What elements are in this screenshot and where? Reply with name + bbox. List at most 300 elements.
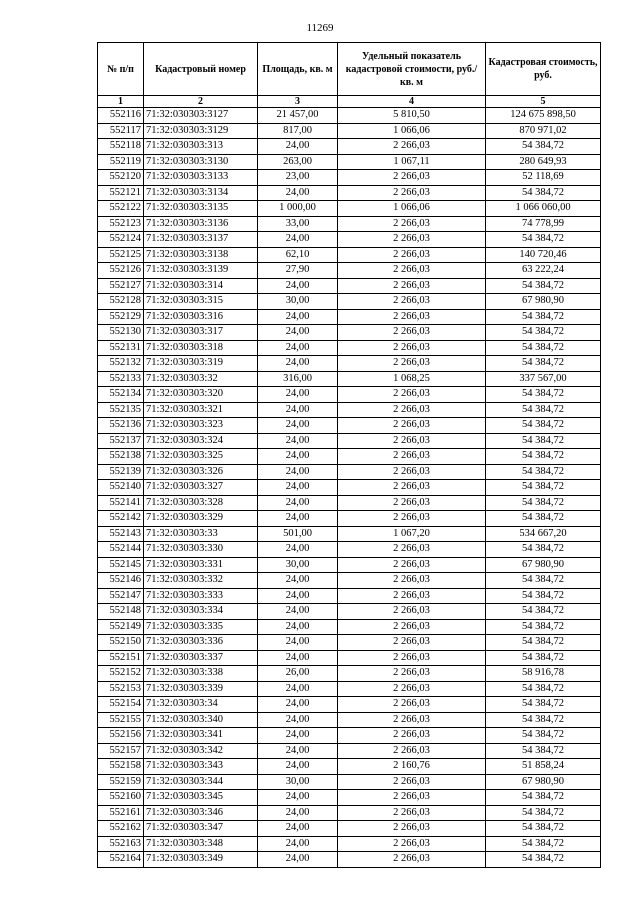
cadastral-cost-cell: 54 384,72 <box>486 402 601 418</box>
unit-value-cell: 2 266,03 <box>338 511 486 527</box>
row-index-cell: 552133 <box>98 371 144 387</box>
table-row <box>98 743 601 759</box>
row-index-cell: 552131 <box>98 340 144 356</box>
cadastral-cost-cell: 54 384,72 <box>486 573 601 589</box>
table-row <box>98 697 601 713</box>
unit-value-cell: 2 266,03 <box>338 232 486 248</box>
area-cell: 24,00 <box>258 728 338 744</box>
cadastral-number-cell: 71:32:030303:349 <box>144 852 258 868</box>
area-cell: 24,00 <box>258 185 338 201</box>
unit-value-cell: 2 266,03 <box>338 697 486 713</box>
row-index-cell: 552135 <box>98 402 144 418</box>
area-cell: 21 457,00 <box>258 108 338 124</box>
cadastral-number-cell: 71:32:030303:314 <box>144 278 258 294</box>
row-index-cell: 552129 <box>98 309 144 325</box>
unit-value-cell: 2 266,03 <box>338 650 486 666</box>
unit-value-cell: 2 266,03 <box>338 278 486 294</box>
cadastral-number-cell: 71:32:030303:345 <box>144 790 258 806</box>
row-index-cell: 552154 <box>98 697 144 713</box>
unit-value-cell: 2 266,03 <box>338 588 486 604</box>
unit-value-cell: 1 067,20 <box>338 526 486 542</box>
unit-value-cell: 2 266,03 <box>338 712 486 728</box>
cadastral-cost-cell: 534 667,20 <box>486 526 601 542</box>
table-row <box>98 123 601 139</box>
area-cell: 24,00 <box>258 650 338 666</box>
header-index: № п/п <box>98 43 144 96</box>
table-row <box>98 402 601 418</box>
table-row <box>98 728 601 744</box>
cadastral-number-cell: 71:32:030303:3133 <box>144 170 258 186</box>
cadastral-cost-cell: 54 384,72 <box>486 836 601 852</box>
cadastral-cost-cell: 54 384,72 <box>486 495 601 511</box>
table-row <box>98 511 601 527</box>
cadastral-cost-cell: 54 384,72 <box>486 635 601 651</box>
unit-value-cell: 2 160,76 <box>338 759 486 775</box>
unit-value-cell: 2 266,03 <box>338 185 486 201</box>
cadastral-cost-cell: 54 384,72 <box>486 542 601 558</box>
row-index-cell: 552136 <box>98 418 144 434</box>
cadastral-number-cell: 71:32:030303:3135 <box>144 201 258 217</box>
table-row <box>98 635 601 651</box>
cadastral-cost-cell: 54 384,72 <box>486 464 601 480</box>
table-row <box>98 263 601 279</box>
cadastral-cost-cell: 54 384,72 <box>486 852 601 868</box>
cadastral-number-cell: 71:32:030303:326 <box>144 464 258 480</box>
area-cell: 24,00 <box>258 356 338 372</box>
cadastral-cost-cell: 54 384,72 <box>486 418 601 434</box>
cadastral-cost-cell: 54 384,72 <box>486 511 601 527</box>
cadastral-cost-cell: 280 649,93 <box>486 154 601 170</box>
row-index-cell: 552159 <box>98 774 144 790</box>
table-row <box>98 449 601 465</box>
table-row <box>98 108 601 124</box>
area-cell: 62,10 <box>258 247 338 263</box>
column-number: 4 <box>338 96 486 108</box>
cadastral-cost-cell: 51 858,24 <box>486 759 601 775</box>
table-row <box>98 604 601 620</box>
cadastral-number-cell: 71:32:030303:330 <box>144 542 258 558</box>
row-index-cell: 552128 <box>98 294 144 310</box>
cadastral-cost-cell: 67 980,90 <box>486 774 601 790</box>
table-row <box>98 294 601 310</box>
table-row <box>98 154 601 170</box>
area-cell: 24,00 <box>258 418 338 434</box>
cadastral-number-cell: 71:32:030303:3129 <box>144 123 258 139</box>
area-cell: 24,00 <box>258 511 338 527</box>
area-cell: 24,00 <box>258 387 338 403</box>
row-index-cell: 552116 <box>98 108 144 124</box>
area-cell: 24,00 <box>258 635 338 651</box>
table-row <box>98 852 601 868</box>
header-cadastral-cost: Кадастровая стоимость, руб. <box>486 43 601 96</box>
area-cell: 30,00 <box>258 294 338 310</box>
area-cell: 1 000,00 <box>258 201 338 217</box>
row-index-cell: 552123 <box>98 216 144 232</box>
row-index-cell: 552162 <box>98 821 144 837</box>
area-cell: 24,00 <box>258 681 338 697</box>
table-row <box>98 712 601 728</box>
cadastral-cost-cell: 54 384,72 <box>486 433 601 449</box>
unit-value-cell: 2 266,03 <box>338 449 486 465</box>
unit-value-cell: 5 810,50 <box>338 108 486 124</box>
cadastral-cost-cell: 54 384,72 <box>486 681 601 697</box>
row-index-cell: 552143 <box>98 526 144 542</box>
cadastral-cost-cell: 54 384,72 <box>486 619 601 635</box>
cadastral-number-cell: 71:32:030303:315 <box>144 294 258 310</box>
table-row <box>98 557 601 573</box>
unit-value-cell: 1 067,11 <box>338 154 486 170</box>
row-index-cell: 552155 <box>98 712 144 728</box>
table-row <box>98 139 601 155</box>
unit-value-cell: 2 266,03 <box>338 402 486 418</box>
unit-value-cell: 2 266,03 <box>338 821 486 837</box>
cadastral-number-cell: 71:32:030303:346 <box>144 805 258 821</box>
unit-value-cell: 2 266,03 <box>338 619 486 635</box>
cadastral-number-cell: 71:32:030303:332 <box>144 573 258 589</box>
unit-value-cell: 2 266,03 <box>338 247 486 263</box>
cadastral-cost-cell: 54 384,72 <box>486 309 601 325</box>
row-index-cell: 552164 <box>98 852 144 868</box>
unit-value-cell: 2 266,03 <box>338 790 486 806</box>
cadastral-cost-cell: 54 384,72 <box>486 790 601 806</box>
column-number: 2 <box>144 96 258 108</box>
header-unit-value: Удельный показатель кадастровой стоимости, руб./кв. м <box>338 43 486 96</box>
table-row <box>98 759 601 775</box>
area-cell: 24,00 <box>258 340 338 356</box>
table-row <box>98 232 601 248</box>
unit-value-cell: 1 068,25 <box>338 371 486 387</box>
cadastral-cost-cell: 54 384,72 <box>486 232 601 248</box>
table-row <box>98 588 601 604</box>
table-row <box>98 340 601 356</box>
cadastral-cost-cell: 67 980,90 <box>486 294 601 310</box>
row-index-cell: 552161 <box>98 805 144 821</box>
area-cell: 24,00 <box>258 852 338 868</box>
area-cell: 24,00 <box>258 573 338 589</box>
cadastral-cost-cell: 63 222,24 <box>486 263 601 279</box>
area-cell: 24,00 <box>258 790 338 806</box>
row-index-cell: 552134 <box>98 387 144 403</box>
cadastral-number-cell: 71:32:030303:327 <box>144 480 258 496</box>
cadastral-number-cell: 71:32:030303:32 <box>144 371 258 387</box>
row-index-cell: 552146 <box>98 573 144 589</box>
unit-value-cell: 2 266,03 <box>338 263 486 279</box>
cadastral-number-cell: 71:32:030303:321 <box>144 402 258 418</box>
row-index-cell: 552163 <box>98 836 144 852</box>
cadastral-cost-cell: 54 384,72 <box>486 743 601 759</box>
unit-value-cell: 2 266,03 <box>338 139 486 155</box>
row-index-cell: 552120 <box>98 170 144 186</box>
table-row <box>98 464 601 480</box>
row-index-cell: 552156 <box>98 728 144 744</box>
cadastral-cost-cell: 54 384,72 <box>486 340 601 356</box>
cadastral-number-cell: 71:32:030303:328 <box>144 495 258 511</box>
area-cell: 23,00 <box>258 170 338 186</box>
unit-value-cell: 2 266,03 <box>338 805 486 821</box>
cadastral-cost-cell: 54 384,72 <box>486 278 601 294</box>
unit-value-cell: 2 266,03 <box>338 325 486 341</box>
cadastral-cost-cell: 67 980,90 <box>486 557 601 573</box>
cadastral-number-cell: 71:32:030303:336 <box>144 635 258 651</box>
area-cell: 24,00 <box>258 139 338 155</box>
cadastral-number-cell: 71:32:030303:344 <box>144 774 258 790</box>
row-index-cell: 552141 <box>98 495 144 511</box>
table-row <box>98 650 601 666</box>
area-cell: 24,00 <box>258 805 338 821</box>
cadastral-number-cell: 71:32:030303:34 <box>144 697 258 713</box>
area-cell: 24,00 <box>258 278 338 294</box>
table-row <box>98 185 601 201</box>
unit-value-cell: 2 266,03 <box>338 666 486 682</box>
area-cell: 24,00 <box>258 325 338 341</box>
cadastral-number-cell: 71:32:030303:33 <box>144 526 258 542</box>
table-row <box>98 371 601 387</box>
unit-value-cell: 2 266,03 <box>338 340 486 356</box>
area-cell: 263,00 <box>258 154 338 170</box>
unit-value-cell: 2 266,03 <box>338 170 486 186</box>
area-cell: 24,00 <box>258 619 338 635</box>
column-number: 1 <box>98 96 144 108</box>
cadastral-number-cell: 71:32:030303:3139 <box>144 263 258 279</box>
table-row <box>98 480 601 496</box>
cadastral-cost-cell: 54 384,72 <box>486 604 601 620</box>
unit-value-cell: 2 266,03 <box>338 216 486 232</box>
unit-value-cell: 2 266,03 <box>338 681 486 697</box>
unit-value-cell: 2 266,03 <box>338 635 486 651</box>
header-cadastral-number: Кадастровый номер <box>144 43 258 96</box>
table-header-row <box>98 43 601 96</box>
area-cell: 33,00 <box>258 216 338 232</box>
table-row <box>98 681 601 697</box>
area-cell: 24,00 <box>258 759 338 775</box>
row-index-cell: 552130 <box>98 325 144 341</box>
unit-value-cell: 2 266,03 <box>338 309 486 325</box>
page-number: 11269 <box>306 22 334 34</box>
unit-value-cell: 2 266,03 <box>338 495 486 511</box>
header-area: Площадь, кв. м <box>258 43 338 96</box>
unit-value-cell: 2 266,03 <box>338 836 486 852</box>
table-row <box>98 821 601 837</box>
area-cell: 27,90 <box>258 263 338 279</box>
column-number: 5 <box>486 96 601 108</box>
table-row <box>98 495 601 511</box>
row-index-cell: 552152 <box>98 666 144 682</box>
cadastral-cost-cell: 74 778,99 <box>486 216 601 232</box>
table-row <box>98 619 601 635</box>
cadastral-number-cell: 71:32:030303:340 <box>144 712 258 728</box>
row-index-cell: 552126 <box>98 263 144 279</box>
row-index-cell: 552122 <box>98 201 144 217</box>
area-cell: 24,00 <box>258 480 338 496</box>
cadastral-cost-cell: 337 567,00 <box>486 371 601 387</box>
unit-value-cell: 2 266,03 <box>338 433 486 449</box>
row-index-cell: 552149 <box>98 619 144 635</box>
unit-value-cell: 2 266,03 <box>338 573 486 589</box>
area-cell: 24,00 <box>258 232 338 248</box>
unit-value-cell: 2 266,03 <box>338 418 486 434</box>
cadastral-number-cell: 71:32:030303:323 <box>144 418 258 434</box>
row-index-cell: 552144 <box>98 542 144 558</box>
cadastral-number-cell: 71:32:030303:337 <box>144 650 258 666</box>
unit-value-cell: 2 266,03 <box>338 356 486 372</box>
cadastral-cost-cell: 54 384,72 <box>486 588 601 604</box>
area-cell: 30,00 <box>258 774 338 790</box>
row-index-cell: 552127 <box>98 278 144 294</box>
area-cell: 817,00 <box>258 123 338 139</box>
row-index-cell: 552145 <box>98 557 144 573</box>
table-row <box>98 573 601 589</box>
cadastral-number-cell: 71:32:030303:316 <box>144 309 258 325</box>
table-row <box>98 542 601 558</box>
area-cell: 30,00 <box>258 557 338 573</box>
table-row <box>98 666 601 682</box>
cadastral-number-cell: 71:32:030303:333 <box>144 588 258 604</box>
row-index-cell: 552150 <box>98 635 144 651</box>
cadastral-table <box>97 42 601 868</box>
unit-value-cell: 2 266,03 <box>338 774 486 790</box>
cadastral-number-cell: 71:32:030303:324 <box>144 433 258 449</box>
unit-value-cell: 2 266,03 <box>338 542 486 558</box>
unit-value-cell: 1 066,06 <box>338 123 486 139</box>
table-row <box>98 201 601 217</box>
cadastral-number-cell: 71:32:030303:329 <box>144 511 258 527</box>
table-row <box>98 356 601 372</box>
cadastral-number-cell: 71:32:030303:3136 <box>144 216 258 232</box>
area-cell: 26,00 <box>258 666 338 682</box>
cadastral-number-cell: 71:32:030303:3127 <box>144 108 258 124</box>
table-row <box>98 309 601 325</box>
table-row <box>98 325 601 341</box>
area-cell: 316,00 <box>258 371 338 387</box>
cadastral-cost-cell: 54 384,72 <box>486 697 601 713</box>
unit-value-cell: 2 266,03 <box>338 294 486 310</box>
area-cell: 24,00 <box>258 697 338 713</box>
row-index-cell: 552138 <box>98 449 144 465</box>
table-row <box>98 805 601 821</box>
unit-value-cell: 2 266,03 <box>338 852 486 868</box>
cadastral-cost-cell: 54 384,72 <box>486 139 601 155</box>
cadastral-cost-cell: 54 384,72 <box>486 821 601 837</box>
area-cell: 24,00 <box>258 712 338 728</box>
cadastral-cost-cell: 54 384,72 <box>486 325 601 341</box>
row-index-cell: 552125 <box>98 247 144 263</box>
cadastral-cost-cell: 54 384,72 <box>486 712 601 728</box>
column-number: 3 <box>258 96 338 108</box>
cadastral-cost-cell: 140 720,46 <box>486 247 601 263</box>
area-cell: 24,00 <box>258 604 338 620</box>
cadastral-number-cell: 71:32:030303:348 <box>144 836 258 852</box>
row-index-cell: 552142 <box>98 511 144 527</box>
row-index-cell: 552121 <box>98 185 144 201</box>
area-cell: 24,00 <box>258 542 338 558</box>
cadastral-number-cell: 71:32:030303:341 <box>144 728 258 744</box>
row-index-cell: 552160 <box>98 790 144 806</box>
unit-value-cell: 1 066,06 <box>338 201 486 217</box>
area-cell: 24,00 <box>258 449 338 465</box>
cadastral-number-cell: 71:32:030303:343 <box>144 759 258 775</box>
row-index-cell: 552148 <box>98 604 144 620</box>
table-row <box>98 433 601 449</box>
row-index-cell: 552117 <box>98 123 144 139</box>
area-cell: 24,00 <box>258 433 338 449</box>
row-index-cell: 552139 <box>98 464 144 480</box>
table-row <box>98 170 601 186</box>
row-index-cell: 552140 <box>98 480 144 496</box>
unit-value-cell: 2 266,03 <box>338 464 486 480</box>
unit-value-cell: 2 266,03 <box>338 557 486 573</box>
table-row <box>98 418 601 434</box>
cadastral-number-cell: 71:32:030303:325 <box>144 449 258 465</box>
cadastral-cost-cell: 1 066 060,00 <box>486 201 601 217</box>
area-cell: 24,00 <box>258 309 338 325</box>
cadastral-cost-cell: 52 118,69 <box>486 170 601 186</box>
cadastral-cost-cell: 54 384,72 <box>486 805 601 821</box>
area-cell: 24,00 <box>258 495 338 511</box>
row-index-cell: 552153 <box>98 681 144 697</box>
area-cell: 24,00 <box>258 464 338 480</box>
area-cell: 24,00 <box>258 588 338 604</box>
cadastral-number-cell: 71:32:030303:334 <box>144 604 258 620</box>
cadastral-cost-cell: 54 384,72 <box>486 356 601 372</box>
cadastral-cost-cell: 54 384,72 <box>486 650 601 666</box>
area-cell: 24,00 <box>258 836 338 852</box>
unit-value-cell: 2 266,03 <box>338 480 486 496</box>
table-row <box>98 278 601 294</box>
row-index-cell: 552157 <box>98 743 144 759</box>
table-row <box>98 774 601 790</box>
cadastral-number-cell: 71:32:030303:3138 <box>144 247 258 263</box>
row-index-cell: 552137 <box>98 433 144 449</box>
cadastral-number-cell: 71:32:030303:3130 <box>144 154 258 170</box>
row-index-cell: 552132 <box>98 356 144 372</box>
table-body <box>98 108 601 868</box>
row-index-cell: 552158 <box>98 759 144 775</box>
cadastral-cost-cell: 54 384,72 <box>486 185 601 201</box>
row-index-cell: 552147 <box>98 588 144 604</box>
cadastral-cost-cell: 54 384,72 <box>486 387 601 403</box>
cadastral-number-cell: 71:32:030303:3134 <box>144 185 258 201</box>
table-row <box>98 836 601 852</box>
column-number-row <box>98 96 601 108</box>
cadastral-cost-cell: 54 384,72 <box>486 449 601 465</box>
cadastral-number-cell: 71:32:030303:331 <box>144 557 258 573</box>
table-row <box>98 387 601 403</box>
unit-value-cell: 2 266,03 <box>338 604 486 620</box>
table-row <box>98 526 601 542</box>
unit-value-cell: 2 266,03 <box>338 387 486 403</box>
table-row <box>98 790 601 806</box>
table-row <box>98 216 601 232</box>
row-index-cell: 552124 <box>98 232 144 248</box>
area-cell: 24,00 <box>258 821 338 837</box>
cadastral-number-cell: 71:32:030303:338 <box>144 666 258 682</box>
cadastral-cost-cell: 54 384,72 <box>486 480 601 496</box>
cadastral-number-cell: 71:32:030303:335 <box>144 619 258 635</box>
cadastral-number-cell: 71:32:030303:317 <box>144 325 258 341</box>
row-index-cell: 552119 <box>98 154 144 170</box>
cadastral-cost-cell: 870 971,02 <box>486 123 601 139</box>
cadastral-number-cell: 71:32:030303:342 <box>144 743 258 759</box>
cadastral-number-cell: 71:32:030303:319 <box>144 356 258 372</box>
table-row <box>98 247 601 263</box>
cadastral-cost-cell: 58 916,78 <box>486 666 601 682</box>
cadastral-number-cell: 71:32:030303:3137 <box>144 232 258 248</box>
unit-value-cell: 2 266,03 <box>338 743 486 759</box>
cadastral-cost-cell: 54 384,72 <box>486 728 601 744</box>
cadastral-number-cell: 71:32:030303:339 <box>144 681 258 697</box>
area-cell: 24,00 <box>258 402 338 418</box>
cadastral-number-cell: 71:32:030303:347 <box>144 821 258 837</box>
